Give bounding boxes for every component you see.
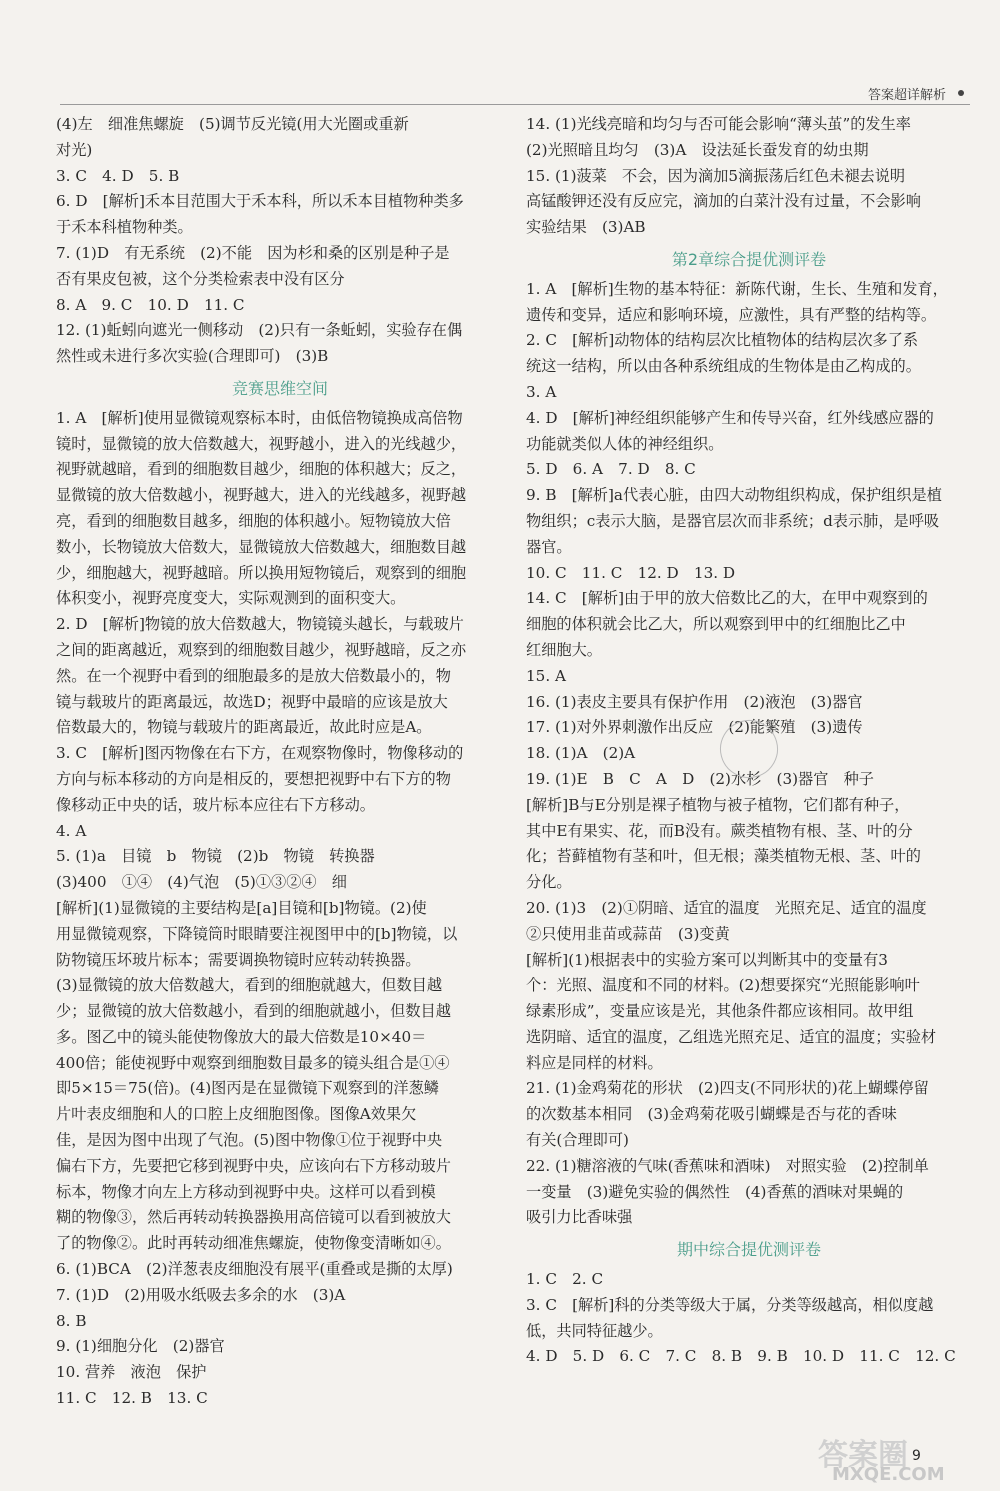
answer-line: 15. (1)菠菜 不会，因为滴加5滴振荡后红色未褪去说明 bbox=[526, 166, 906, 185]
answer-line: 6. D [解析]禾本目范围大于禾本科，所以禾本目植物种类多 bbox=[56, 192, 464, 211]
answer-line: (3)显微镜的放大倍数越大，看到的细胞就越大，但数目越 bbox=[56, 976, 443, 995]
answer-line: 2. D [解析]物镜的放大倍数越大，物镜镜头越长，与载玻片 bbox=[56, 615, 464, 634]
answer-line: 数小，长物镜放大倍数大，显微镜放大倍数越大，细胞数目越 bbox=[56, 537, 467, 556]
answer-line: 17. (1)对外界刺激作出反应 (2)能繁殖 (3)遗传 bbox=[526, 718, 863, 737]
section-title-chapter2: 第2章综合提优测评卷 bbox=[671, 249, 827, 269]
answer-line: 然性或未进行多次实验(合理即可) (3)B bbox=[56, 347, 329, 366]
answer-line: 3. A bbox=[526, 382, 557, 401]
section-title-midterm: 期中综合提优测评卷 bbox=[676, 1240, 821, 1260]
answer-line: 佳，是因为图中出现了气泡。(5)图中物像①位于视野中央 bbox=[56, 1131, 443, 1150]
answer-line: 亮，看到的细胞数目越多，细胞的体积越小。短物镜放大倍 bbox=[56, 511, 451, 530]
answer-line: 4. D 5. D 6. C 7. C 8. B 9. B 10. D 11. C 12. C bbox=[526, 1347, 956, 1366]
answer-line: 多。图乙中的镜头能使物像放大的最大倍数是10×40＝ bbox=[56, 1027, 427, 1046]
answer-line: [解析](1)根据表中的实验方案可以判断其中的变量有3 bbox=[526, 950, 888, 969]
answer-line: 7. (1)D 有无系统 (2)不能 因为杉和桑的区别是种子是 bbox=[56, 243, 450, 262]
answer-line: 统这一结构，所以由各种系统组成的生物体是由乙构成的。 bbox=[526, 357, 921, 376]
answer-line: 个：光照、温度和不同的材料。(2)想要探究“光照能影响叶 bbox=[526, 976, 920, 995]
answer-line: 分化。 bbox=[526, 873, 572, 892]
answer-line: 4. A bbox=[56, 821, 87, 840]
answer-line: 14. (1)光线亮暗和均匀与否可能会影响“薄头茧”的发生率 bbox=[526, 115, 911, 133]
answer-line: 倍数最大的，物镜与载玻片的距离最近，故此时应是A。 bbox=[56, 718, 432, 737]
answer-line: 18. (1)A (2)A bbox=[526, 744, 636, 763]
answer-line: 21. (1)金鸡菊花的形状 (2)四支(不同形状的)花上蝴蝶停留 bbox=[526, 1079, 929, 1098]
answer-line: 选阴暗、适宜的温度，乙组选光照充足、适宜的温度；实验材 bbox=[526, 1027, 937, 1046]
answer-line: 红细胞大。 bbox=[526, 640, 602, 659]
left-column bbox=[56, 112, 504, 1412]
answer-line: 体积变小，视野亮度变大，实际观测到的面积变大。 bbox=[56, 589, 406, 608]
answer-line: 细胞的体积就会比乙大，所以观察到甲中的红细胞比乙中 bbox=[526, 615, 906, 634]
answer-line: 方向与标本移动的方向是相反的，要想把视野中右下方的物 bbox=[56, 769, 451, 788]
answer-line: [解析]B与E分别是裸子植物与被子植物，它们都有种子， bbox=[526, 795, 910, 814]
answer-line: 功能就类似人体的神经组织。 bbox=[526, 434, 724, 453]
answer-line: 显微镜的放大倍数越小，视野越大，进入的光线越多，视野越 bbox=[56, 486, 467, 505]
answer-line: 低，共同特征越少。 bbox=[526, 1321, 663, 1340]
answer-line: ②只使用韭苗或蒜苗 (3)变黄 bbox=[526, 924, 730, 943]
answer-line: 镜与载玻片的距离最远，故选D；视野中最暗的应该是放大 bbox=[56, 692, 448, 711]
answer-line: 22. (1)糖溶液的气味(香蕉味和酒味) 对照实验 (2)控制单 bbox=[526, 1156, 929, 1175]
answer-line: 即5×15＝75(倍)。(4)图丙是在显微镜下观察到的洋葱鳞 bbox=[56, 1079, 439, 1098]
bullet-icon bbox=[958, 90, 964, 96]
answer-line: 1. A [解析]使用显微镜观察标本时，由低倍物镜换成高倍物 bbox=[56, 408, 463, 427]
answer-line: 偏右下方，先要把它移到视野中央，应该向右下方移动玻片 bbox=[56, 1156, 451, 1175]
answer-line: 6. (1)BCA (2)洋葱表皮细胞没有展平(重叠或是撕的太厚) bbox=[56, 1260, 453, 1279]
answer-line: 有关(合理即可) bbox=[526, 1131, 629, 1150]
answer-line: 20. (1)3 (2)①阴暗、适宜的温度 光照充足、适宜的温度 bbox=[526, 898, 927, 917]
answer-line: 3. C 4. D 5. B bbox=[56, 166, 180, 185]
answer-line: 少，细胞越大，视野越暗。所以换用短物镜后，观察到的细胞 bbox=[56, 563, 467, 582]
answer-line: 化；苔藓植物有茎和叶，但无根；藻类植物无根、茎、叶的 bbox=[526, 847, 921, 866]
watermark-url: MXQE.COM bbox=[832, 1464, 945, 1485]
answer-line: 遗传和变异，适应和影响环境，应激性，具有严整的结构等。 bbox=[526, 305, 937, 324]
answer-line: 用显微镜观察，下降镜筒时眼睛要注视图甲中的[b]物镜，以 bbox=[56, 924, 458, 943]
answer-line: 否有果皮包被，这个分类检索表中没有区分 bbox=[56, 269, 345, 288]
answer-line: 吸引力比香味强 bbox=[526, 1208, 633, 1227]
answer-line: 10. C 11. C 12. D 13. D bbox=[526, 563, 736, 582]
page-header bbox=[60, 78, 970, 105]
answer-line: 对光) bbox=[56, 140, 93, 159]
section-title-competition: 竞赛思维空间 bbox=[231, 378, 328, 398]
answer-line: 5. (1)a 目镜 b 物镜 (2)b 物镜 转换器 bbox=[56, 847, 375, 866]
answer-line: 标本，物像才向左上方移动到视野中央。这样可以看到模 bbox=[56, 1182, 436, 1201]
answer-line: 8. A 9. C 10. D 11. C bbox=[56, 295, 245, 314]
answer-line: 之间的距离越近，观察到的细胞数目越少，视野越暗，反之亦 bbox=[56, 640, 467, 659]
watermark-logo: 答案圈 bbox=[818, 1438, 908, 1473]
answer-line: 3. C [解析]图丙物像在右下方，在观察物像时，物像移动的 bbox=[56, 744, 464, 763]
answer-line: 实验结果 (3)AB bbox=[526, 218, 646, 237]
answer-line: (3)400 ①④ (4)气泡 (5)①③②④ 细 bbox=[56, 873, 347, 892]
answer-line: 19. (1)E B C A D (2)水杉 (3)器官 种子 bbox=[526, 769, 874, 788]
answer-line: 7. (1)D (2)用吸水纸吸去多余的水 (3)A bbox=[56, 1285, 346, 1304]
answer-line: 绿素形成”，变量应该是光，其他条件都应该相同。故甲组 bbox=[526, 1002, 914, 1021]
answer-line: 2. C [解析]动物体的结构层次比植物体的结构层次多了系 bbox=[526, 331, 919, 350]
answer-line: 高锰酸钾还没有反应完，滴加的白菜汁没有过量，不会影响 bbox=[526, 192, 921, 211]
answer-line: [解析](1)显微镜的主要结构是[a]目镜和[b]物镜。(2)使 bbox=[56, 898, 427, 917]
answer-line: 3. C [解析]科的分类等级大于属，分类等级越高，相似度越 bbox=[526, 1295, 934, 1314]
answer-line: 10. 营养 液泡 保护 bbox=[56, 1363, 207, 1382]
answer-line: 8. B bbox=[56, 1311, 87, 1330]
answer-line: 防物镜压坏玻片标本；需要调换物镜时应转动转换器。 bbox=[56, 950, 421, 969]
answer-line: 一变量 (3)避免实验的偶然性 (4)香蕉的酒味对果蝇的 bbox=[526, 1182, 904, 1201]
answer-line: 11. C 12. B 13. C bbox=[56, 1389, 208, 1408]
answer-line: 400倍；能使视野中观察到细胞数目最多的镜头组合是①④ bbox=[56, 1053, 450, 1072]
answer-line: 了的物像②。此时再转动细准焦螺旋，使物像变清晰如④。 bbox=[56, 1234, 451, 1253]
answer-line: 然。在一个视野中看到的细胞最多的是放大倍数最小的，物 bbox=[56, 666, 451, 685]
answer-line: 少；显微镜的放大倍数越小，看到的细胞就越小，但数目越 bbox=[56, 1002, 451, 1021]
answer-line: 物组织；c表示大脑，是器官层次而非系统；d表示肺，是呼吸 bbox=[526, 511, 940, 530]
header-title: 答案超详解析 bbox=[867, 88, 946, 103]
answer-line: 糊的物像③，然后再转动转换器换用高倍镜可以看到被放大 bbox=[56, 1208, 451, 1227]
answer-line: 15. A bbox=[526, 666, 566, 685]
answer-line: 12. (1)蚯蚓向遮光一侧移动 (2)只有一条蚯蚓，实验存在偶 bbox=[56, 321, 463, 340]
answer-line: 视野就越暗，看到的细胞数目越少，细胞的体积越大；反之， bbox=[56, 460, 467, 479]
answer-line: 镜时，显微镜的放大倍数越大，视野越小，进入的光线越少， bbox=[56, 434, 467, 453]
answer-line: 其中E有果实、花，而B没有。蕨类植物有根、茎、叶的分 bbox=[526, 821, 913, 840]
answer-line: (2)光照暗且均匀 (3)A 设法延长蚕发育的幼虫期 bbox=[526, 140, 869, 159]
answer-line: 14. C [解析]由于甲的放大倍数比乙的大，在甲中观察到的 bbox=[526, 589, 928, 608]
page-number: 9 bbox=[912, 1448, 921, 1464]
answer-line: 9. (1)细胞分化 (2)器官 bbox=[56, 1337, 225, 1356]
answer-line: 像移动正中央的话，玻片标本应往右下方移动。 bbox=[56, 795, 375, 814]
answer-line: 片叶表皮细胞和人的口腔上皮细胞图像。图像A效果欠 bbox=[56, 1105, 417, 1124]
answer-line: 器官。 bbox=[526, 537, 572, 556]
answer-line: 的次数基本相同 (3)金鸡菊花吸引蝴蝶是否与花的香味 bbox=[526, 1105, 897, 1124]
answer-line: 于禾本科植物种类。 bbox=[56, 218, 193, 237]
answer-line: 1. A [解析]生物的基本特征：新陈代谢，生长、生殖和发育， bbox=[526, 279, 948, 298]
answer-line: 5. D 6. A 7. D 8. C bbox=[526, 460, 696, 479]
answer-line: 4. D [解析]神经组织能够产生和传导兴奋，红外线感应器的 bbox=[526, 408, 934, 427]
answer-line: (4)左 细准焦螺旋 (5)调节反光镜(用大光圈或重新 bbox=[56, 115, 409, 133]
answer-line: 9. B [解析]a代表心脏，由四大动物组织构成，保护组织是植 bbox=[526, 486, 942, 505]
answer-line: 16. (1)表皮主要具有保护作用 (2)液泡 (3)器官 bbox=[526, 692, 863, 711]
answer-line: 料应是同样的材料。 bbox=[526, 1053, 663, 1072]
answer-line: 1. C 2. C bbox=[526, 1270, 604, 1289]
